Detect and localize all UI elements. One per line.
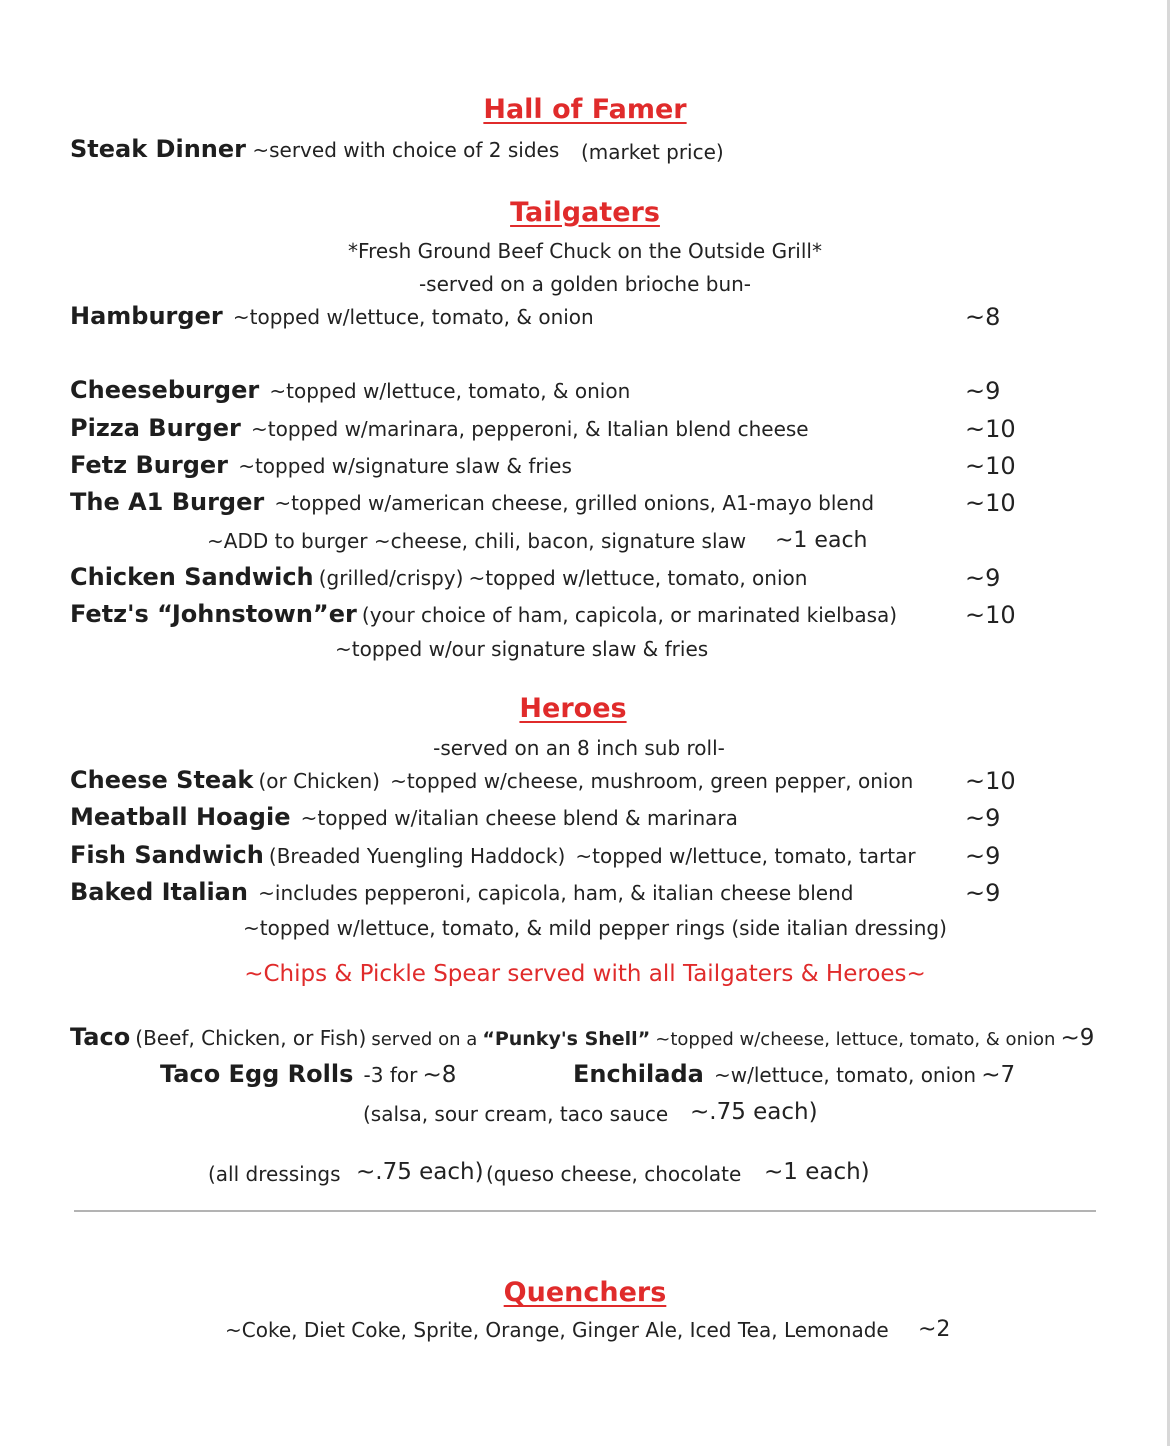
item-name: Fetz's “Johnstown”er	[70, 600, 357, 628]
item-price: ~10	[965, 601, 1016, 629]
item-desc: ~topped w/italian cheese blend & marinara	[300, 806, 738, 830]
item-price: ~9	[965, 842, 1001, 870]
steak-dinner-row	[70, 135, 559, 163]
steak-price: (market price)	[581, 140, 724, 164]
item-shell: “Punky's Shell”	[482, 1028, 651, 1050]
quenchers-heading: Quenchers	[503, 1277, 667, 1308]
drinks-list: ~Coke, Diet Coke, Sprite, Orange, Ginger Ale, Iced Tea, Lemonade	[225, 1318, 889, 1342]
item-name: Taco	[70, 1023, 131, 1051]
item-note: (Beef, Chicken, or Fish)	[135, 1026, 367, 1050]
item-price: ~9	[965, 377, 1001, 405]
item-desc: ~w/lettuce, tomato, onion	[714, 1063, 977, 1087]
item-desc: ~includes pepperoni, capicola, ham, & italian cheese blend	[258, 881, 854, 905]
item-price: ~10	[965, 452, 1016, 480]
item-name: Meatball Hoagie	[70, 803, 291, 831]
item-name: The A1 Burger	[70, 488, 265, 516]
item-note: (your choice of ham, capicola, or marinated kielbasa)	[361, 603, 898, 627]
item-price: ~10	[965, 767, 1016, 795]
item-price: ~9	[965, 879, 1001, 907]
item-name: Enchilada	[573, 1060, 704, 1088]
item-desc: -3 for	[363, 1063, 418, 1087]
dressings-text: (all dressings	[208, 1162, 341, 1186]
tailgaters-intro-2: -served on a golden brioche bun-	[418, 272, 752, 296]
item-price: ~10	[965, 489, 1016, 517]
item-desc: ~topped w/cheese, lettuce, tomato, & onion	[655, 1029, 1056, 1050]
item-desc: ~served with choice of 2 sides	[245, 138, 560, 162]
heroes-heading: Heroes	[519, 693, 627, 724]
item-name: Taco Egg Rolls	[160, 1060, 354, 1088]
item-desc: ~topped w/marinara, pepperoni, & Italian blend cheese	[250, 417, 809, 441]
item-desc: ~topped w/lettuce, tomato, & onion	[269, 379, 631, 403]
item-name: Pizza Burger	[70, 414, 241, 442]
item-note: (grilled/crispy)	[318, 566, 464, 590]
queso-price: ~1 each)	[764, 1159, 870, 1185]
drinks-price: ~2	[918, 1317, 951, 1342]
item-desc: ~topped w/lettuce, tomato, tartar	[575, 844, 916, 868]
menu-item-pizza-burger	[70, 414, 809, 442]
item-price: ~7	[981, 1062, 1016, 1088]
item-desc: ~topped w/signature slaw & fries	[238, 454, 572, 478]
chips-pickle-note: ~Chips & Pickle Spear served with all Tailgaters & Heroes~	[244, 961, 926, 987]
menu-item-taco-egg-rolls	[160, 1060, 456, 1088]
item-name: Cheeseburger	[70, 376, 260, 404]
item-served: served on a	[371, 1029, 478, 1050]
item-price: ~8	[422, 1062, 457, 1088]
item-name: Fetz Burger	[70, 451, 229, 479]
item-name: Hamburger	[70, 302, 223, 330]
item-note: (Breaded Yuengling Haddock)	[268, 844, 566, 868]
menu-item-fetz-burger	[70, 451, 572, 479]
item-name: Steak Dinner	[70, 135, 246, 163]
johnstowner-subline: ~topped w/our signature slaw & fries	[335, 637, 709, 661]
item-desc: ~topped w/lettuce, tomato, & onion	[232, 305, 594, 329]
menu-item-cheeseburger	[70, 376, 630, 404]
item-name: Fish Sandwich	[70, 841, 264, 869]
item-name: Cheese Steak	[70, 766, 254, 794]
tailgaters-intro-1: *Fresh Ground Beef Chuck on the Outside Grill*	[348, 239, 822, 263]
item-desc: ~topped w/lettuce, tomato, onion	[468, 566, 808, 590]
item-desc: ~topped w/cheese, mushroom, green pepper, onion	[390, 769, 914, 793]
burger-addon-text: ~ADD to burger ~cheese, chili, bacon, signature slaw	[207, 529, 747, 553]
dressings-price: ~.75 each)	[356, 1159, 484, 1185]
menu-item-baked-italian	[70, 878, 853, 906]
burger-addon-price: ~1 each	[775, 528, 868, 553]
item-price: ~9	[965, 564, 1001, 592]
item-price: ~9	[1060, 1025, 1095, 1051]
menu-item-meatball-hoagie	[70, 803, 738, 831]
queso-text: (queso cheese, chocolate	[486, 1162, 742, 1186]
item-price: ~8	[965, 303, 1001, 331]
sauces-price: ~.75 each)	[690, 1099, 818, 1125]
heroes-intro: -served on an 8 inch sub roll-	[433, 736, 725, 760]
hall-of-famer-heading: Hall of Famer	[483, 94, 687, 125]
menu-item-fish-sandwich	[70, 841, 916, 869]
tailgaters-heading: Tailgaters	[510, 197, 660, 228]
menu-item-chicken-sandwich	[70, 563, 807, 591]
menu-item-johnstowner	[70, 600, 897, 628]
sauces-text: (salsa, sour cream, taco sauce	[363, 1102, 669, 1126]
menu-item-cheese-steak	[70, 766, 913, 794]
item-price: ~10	[965, 415, 1016, 443]
item-note: (or Chicken)	[258, 769, 380, 793]
baked-italian-subline: ~topped w/lettuce, tomato, & mild pepper rings (side italian dressing)	[243, 916, 947, 940]
item-name: Chicken Sandwich	[70, 563, 314, 591]
menu-item-hamburger	[70, 302, 594, 330]
item-desc: ~topped w/american cheese, grilled onions, A1-mayo blend	[274, 491, 875, 515]
item-name: Baked Italian	[70, 878, 248, 906]
section-divider	[74, 1210, 1096, 1212]
item-price: ~9	[965, 804, 1001, 832]
menu-item-taco	[70, 1023, 1094, 1051]
menu-item-enchilada	[573, 1060, 1015, 1088]
menu-item-a1-burger	[70, 488, 874, 516]
